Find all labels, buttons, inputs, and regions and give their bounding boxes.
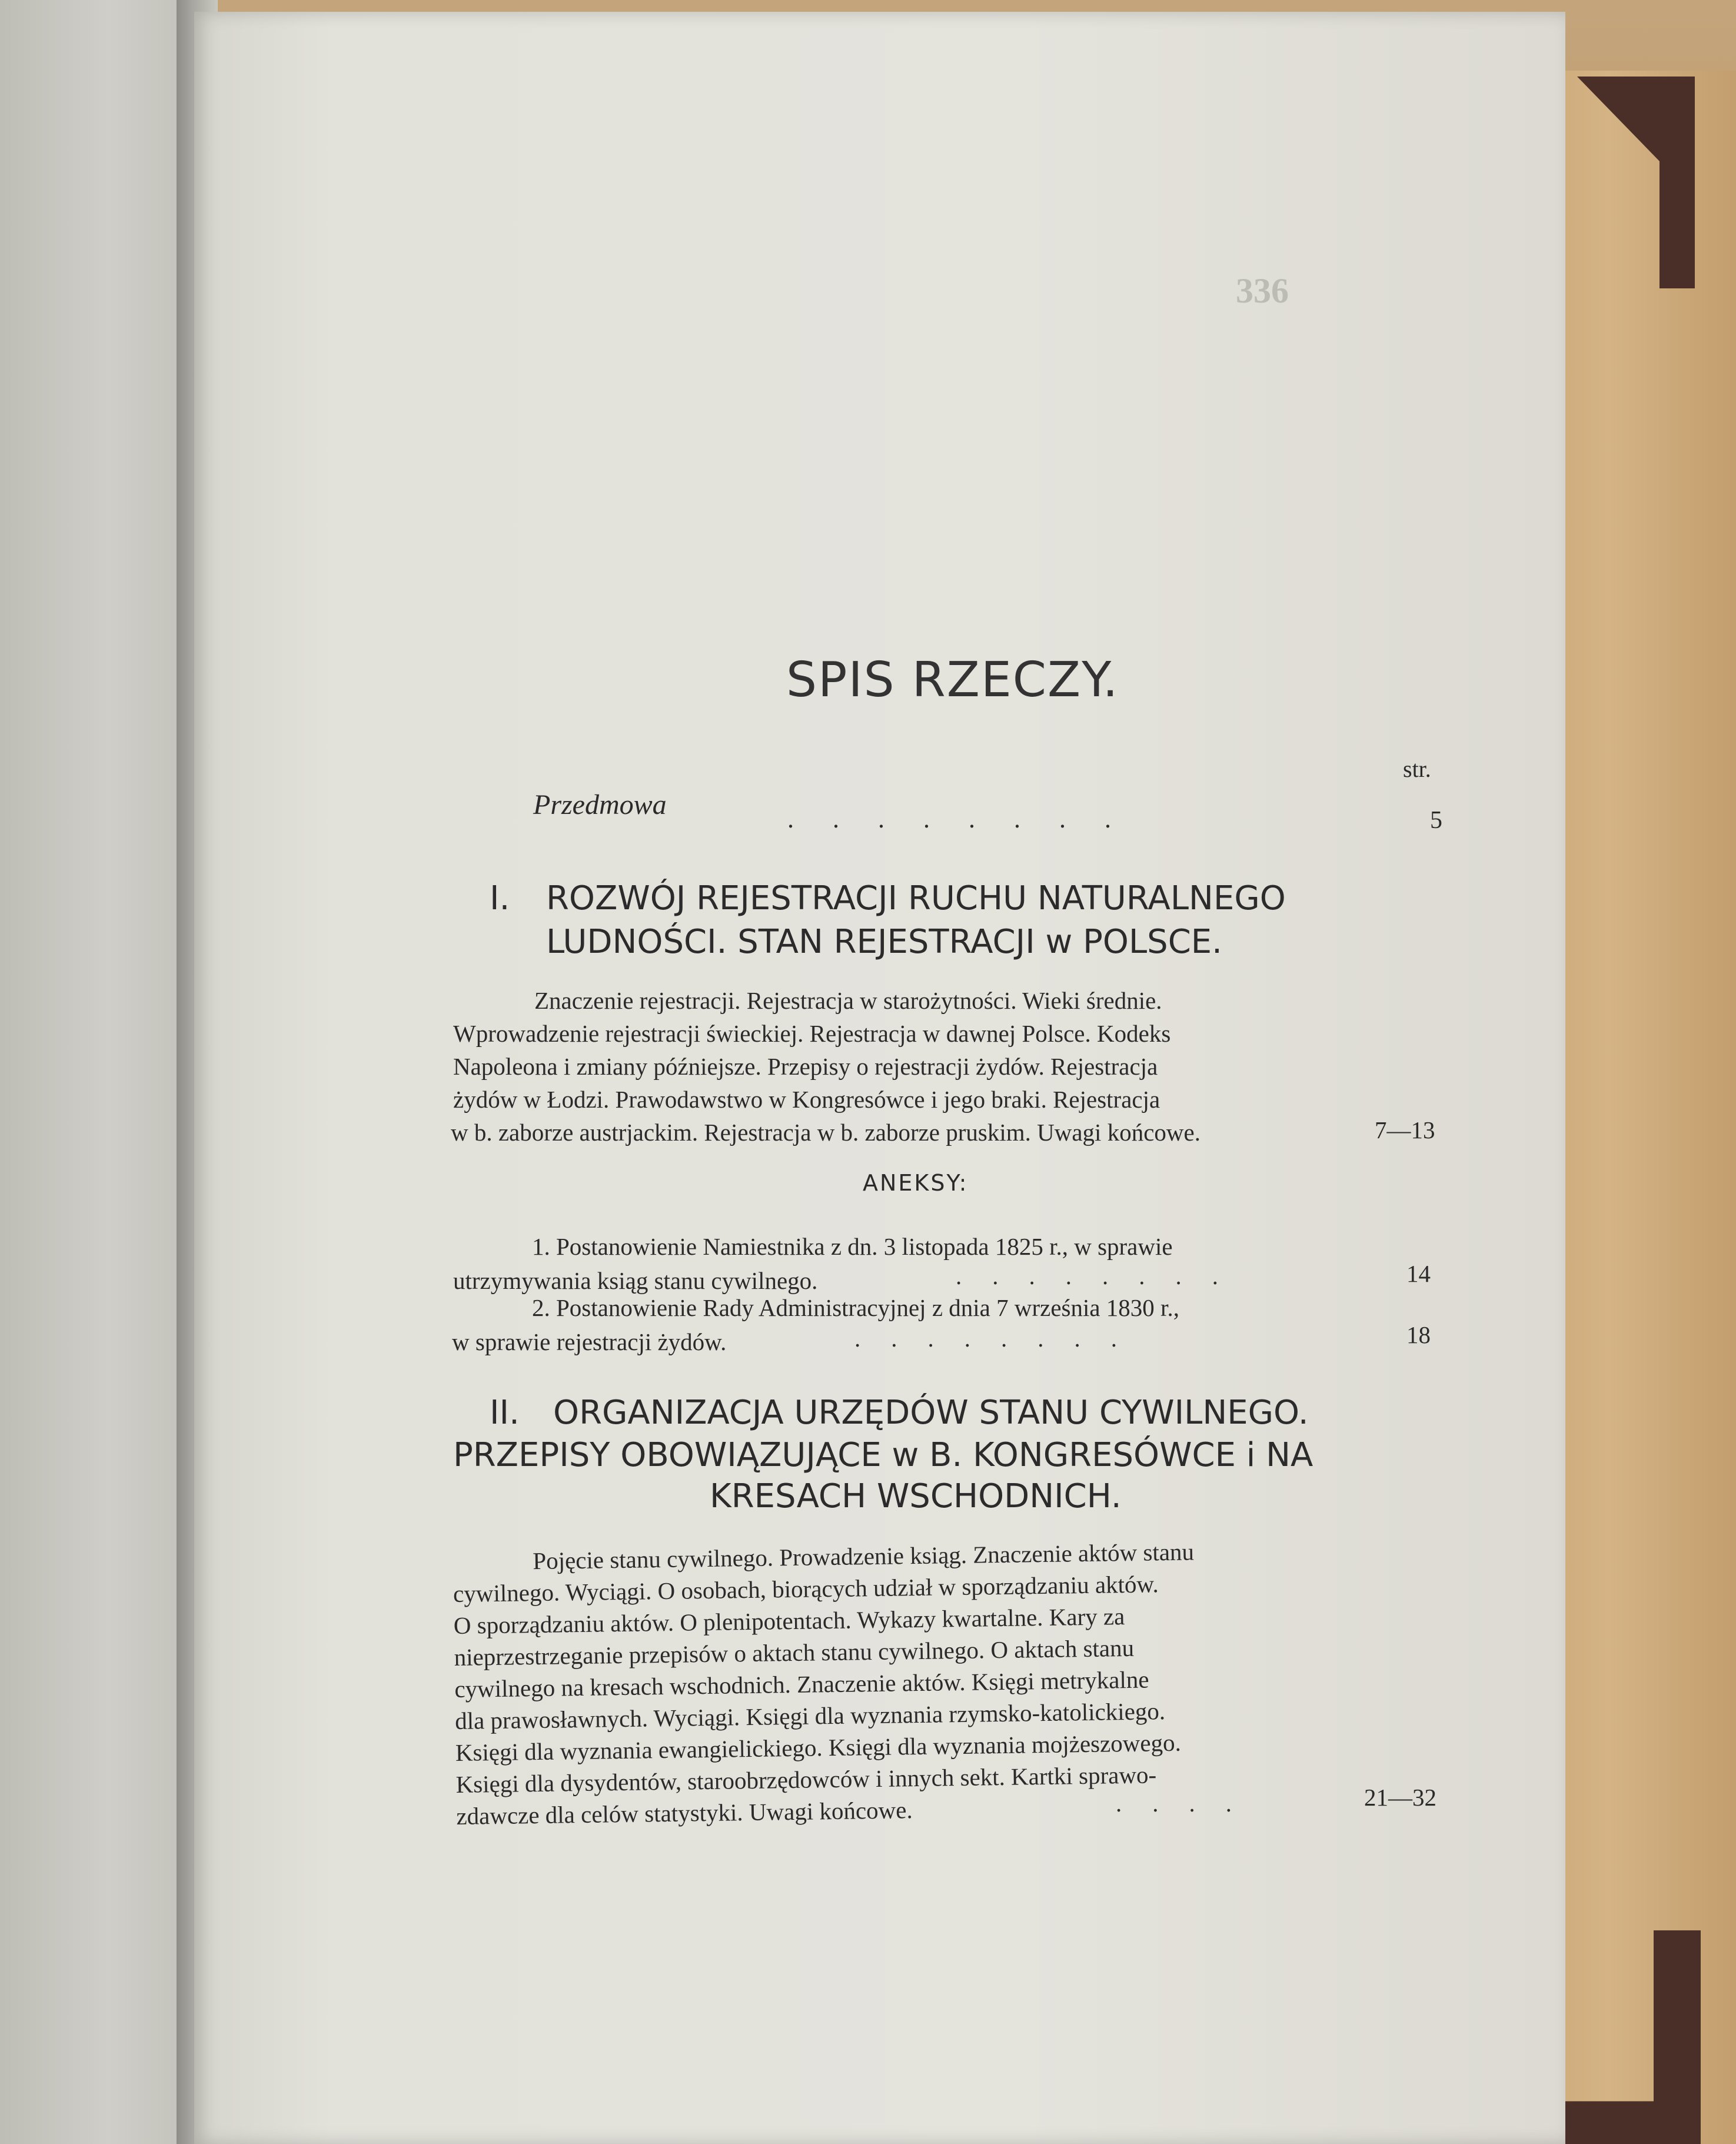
section1-heading-line2: LUDNOŚCI. STAN REJESTRACJI w POLSCE. [546,923,1222,961]
annex-item-1-line1: 1. Postanowienie Namiestnika z dn. 3 listopada 1825 r., w sprawie [532,1233,1173,1260]
annex-item-1-leader-dots: ........ [956,1262,1249,1289]
page-title: SPIS RZECZY. [786,652,1119,708]
summary-line: Pojęcie stanu cywilnego. Prowadzenie ksiąg. Znaczenie aktów stanu [533,1538,1195,1575]
preface-label: Przedmowa [533,789,667,820]
page-column-label: str. [1403,756,1431,782]
summary-line: Napoleona i zmiany późniejsze. Przepisy o rejestracji żydów. Rejestracja [453,1053,1158,1080]
annex-item-2-page: 18 [1406,1321,1431,1348]
section2-heading-line1: ORGANIZACJA URZĘDÓW STANU CYWILNEGO. [553,1394,1309,1432]
summary-line: Księgi dla dysydentów, staroobrzędowców i innych sekt. Kartki sprawo- [455,1761,1157,1798]
annex-item-1-line2: utrzymywania ksiąg stanu cywilnego. [453,1267,818,1294]
annex-item-2-leader-dots: ........ [854,1325,1148,1352]
summary-line: nieprzestrzeganie przepisów o aktach stanu cywilnego. O aktach stanu [454,1634,1135,1671]
summary-line: dla prawosławnych. Wyciągi. Księgi dla wyznania rzymsko-katolickiego. [454,1697,1166,1734]
summary-line: Wprowadzenie rejestracji świeckiej. Rejestracja w dawnej Polsce. Kodeks [453,1020,1171,1047]
summary-line: cywilnego. Wyciągi. O osobach, biorących udział w sporządzaniu aktów. [453,1570,1159,1607]
summary-line: O sporządzaniu aktów. O plenipotentach. Wykazy kwartalne. Kary za [453,1603,1125,1639]
summary-line: Znaczenie rejestracji. Rejestracja w starożytności. Wieki średnie. [534,987,1162,1014]
summary-line: zdawcze dla celów statystyki. Uwagi końcowe. [456,1796,913,1830]
summary-line: żydów w Łodzi. Prawodawstwo w Kongresówce i jego braki. Rejestracja [453,1086,1160,1113]
section2-leader-dots: .... [1116,1790,1262,1817]
section2-pages: 21—32 [1364,1784,1436,1811]
section1-number: I. [490,879,510,918]
section2-heading-line3: KRESACH WSCHODNICH. [710,1477,1122,1515]
annex-heading: ANEKSY: [863,1170,969,1196]
summary-line: cywilnego na kresach wschodnich. Znaczenie aktów. Księgi metrykalne [454,1666,1149,1703]
preface-page: 5 [1430,807,1442,834]
summary-line: Księgi dla wyznania ewangielickiego. Księgi dla wyznania mojżeszowego. [455,1729,1182,1766]
annex-item-2-line1: 2. Postanowienie Rady Administracyjnej z dnia 7 września 1830 r., [532,1294,1179,1321]
preface-leader-dots: ........ [787,805,1150,833]
summary-line: w b. zaborze austrjackim. Rejestracja w b. zaborze pruskim. Uwagi końcowe. [451,1119,1200,1146]
annex-item-1-page: 14 [1406,1260,1431,1287]
section1-heading-line1: ROZWÓJ REJESTRACJI RUCHU NATURALNEGO [546,879,1286,918]
section2-number: II. [490,1394,520,1432]
section2-heading-line2: PRZEPISY OBOWIĄZUJĄCE w B. KONGRESÓWCE i NA [453,1436,1313,1474]
ghost-page-number: 336 [1236,271,1289,310]
section1-pages: 7—13 [1375,1116,1435,1144]
annex-item-2-line2: w sprawie rejestracji żydów. [452,1328,727,1355]
